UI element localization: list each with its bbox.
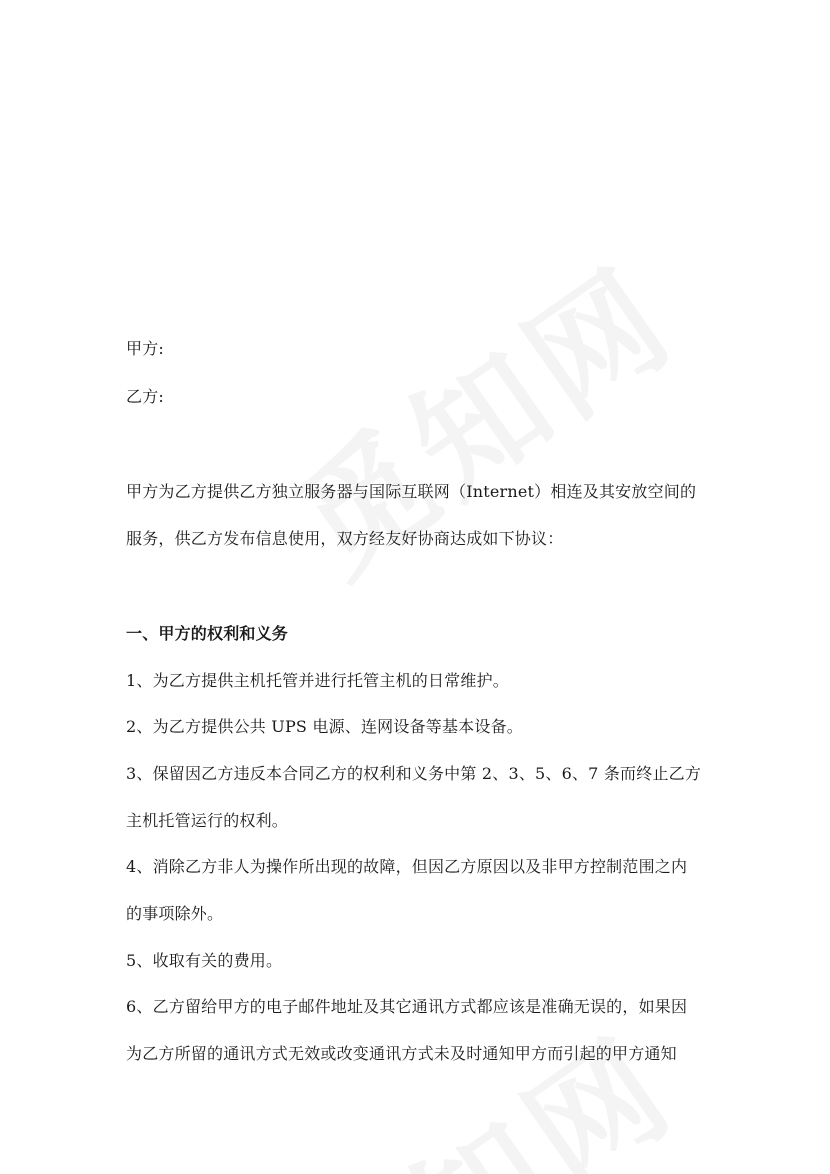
intro-line: 甲方为乙方提供乙方独立服务器与国际互联网（Internet）相连及其安放空间的 bbox=[126, 482, 697, 501]
party-b-label: 乙方: bbox=[126, 387, 164, 406]
clause-line: 5、收取有关的费用。 bbox=[126, 951, 283, 970]
clause-line: 为乙方所留的通讯方式无效或改变通讯方式未及时通知甲方而引起的甲方通知 bbox=[126, 1044, 677, 1063]
intro-line: 服务，供乙方发布信息使用，双方经友好协商达成如下协议： bbox=[126, 529, 564, 548]
clause-line: 4、消除乙方非人为操作所出现的故障，但因乙方原因以及非甲方控制范围之内 bbox=[126, 857, 688, 876]
clause-line: 6、乙方留给甲方的电子邮件地址及其它通讯方式都应该是准确无误的，如果因 bbox=[126, 997, 688, 1016]
clause-line: 1、为乙方提供主机托管并进行托管主机的日常维护。 bbox=[126, 671, 509, 690]
clause-line: 的事项除外。 bbox=[126, 904, 224, 923]
clause-line: 3、保留因乙方违反本合同乙方的权利和义务中第 2、3、5、6、7 条而终止乙方 bbox=[126, 764, 702, 783]
watermark bbox=[254, 216, 705, 610]
clause-line: 主机托管运行的权利。 bbox=[126, 811, 289, 830]
party-a-label: 甲方: bbox=[126, 339, 164, 358]
section-heading: 一、甲方的权利和义务 bbox=[126, 624, 289, 643]
clause-line: 2、为乙方提供公共 UPS 电源、连网设备等基本设备。 bbox=[126, 717, 523, 736]
